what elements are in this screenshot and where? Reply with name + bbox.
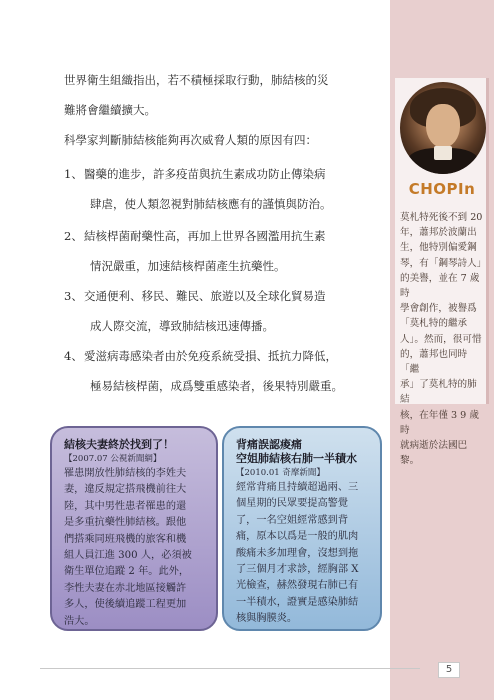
sidebar-line: 莫札特死後不到 20	[400, 212, 483, 223]
news-box-source: 【2010.01 奇摩新聞】	[236, 468, 325, 478]
sidebar-line: 人」。然而，很可惜	[400, 333, 482, 345]
sidebar-line: 「莫札特的繼承	[400, 318, 468, 330]
sidebar-line: 生，他特別偏愛鋼	[400, 242, 477, 254]
news-box-line: 個星期的民眾要提高警覺	[236, 498, 349, 510]
news-box-line: 多人，使後續追蹤工程更加	[64, 599, 187, 611]
news-box-line: 痛，原本以爲是一般的肌肉	[236, 531, 359, 543]
sidebar-line: 承」了莫札特的肺結	[400, 379, 477, 406]
paragraph-line: 難將會繼續擴大。	[64, 103, 156, 117]
news-box-line: 核與胸膜炎。	[236, 613, 298, 625]
news-box-line: 了，一名空姐經常感到背	[236, 514, 349, 526]
paragraph-line: 世界衛生組織指出，若不積極採取行動，肺結核的災	[64, 73, 329, 87]
news-box-line: 妻，違反規定搭飛機前往大	[64, 484, 187, 496]
sidebar-line: 年，蕭邦於波蘭出	[400, 227, 477, 239]
list-item-line: 結核桿菌耐藥性高，再加上世界各國濫用抗生素	[84, 229, 326, 243]
list-item-line: 肆虐，使人類忽視對肺結核應有的謹慎與防治。	[90, 197, 332, 211]
news-box-line: 光檢查，赫然發現右肺已有	[236, 580, 359, 592]
list-item-line: 交通便利、移民、難民、旅遊以及全球化貿易造	[84, 289, 326, 303]
news-box-title: 背痛誤認痠痛	[236, 438, 302, 451]
sidebar-line: 核，在年僅 3 9 歲時	[400, 409, 479, 436]
news-box-source: 【2007.07 公視新聞網】	[64, 454, 162, 464]
news-box-line: 們搭乘同班飛機的旅客和機	[64, 533, 187, 545]
list-number: 1、	[64, 167, 83, 181]
paragraph-heading: 科學家判斷肺結核能夠再次威脅人類的原因有四：	[64, 133, 317, 147]
list-item-line: 醫藥的進步，許多疫苗與抗生素成功防止傳染病	[84, 167, 326, 181]
news-box-line: 罹患開放性肺結核的李姓夫	[64, 468, 187, 479]
list-number: 3、	[64, 289, 83, 303]
sidebar-line: 的，蕭邦也同時「繼	[400, 348, 468, 376]
news-box-body	[236, 480, 376, 628]
news-box-right	[222, 426, 382, 631]
sidebar-line: 學會創作，被譽爲	[400, 303, 477, 315]
news-box-line: 一半積水，證實是感染肺結	[236, 596, 359, 608]
news-box-line: 是多重抗藥性肺結核。跟他	[64, 517, 187, 529]
list-number: 2、	[64, 229, 83, 243]
news-box-title: 結核夫妻終於找到了！	[64, 438, 174, 451]
news-box-line: 浩大。	[64, 615, 95, 627]
sidebar-line: 的美譽，並在 7 歲時	[400, 272, 480, 300]
news-box-line: 了三個月才求診，經胸部 X	[236, 564, 359, 576]
news-box-line: 酸痛未多加理會，沒想到拖	[236, 547, 359, 559]
news-box-left	[50, 426, 218, 631]
sidebar-line: 就病逝於法國巴黎。	[400, 440, 468, 467]
news-box-title: 空姐肺結核右肺一半積水	[236, 452, 357, 465]
list-item-line: 情況嚴重，加速結核桿菌產生抗藥性。	[90, 259, 286, 273]
sidebar-line: 琴，有「鋼琴詩人」	[400, 257, 487, 269]
news-box-line: 陸，其中男性患者罹患的還	[64, 500, 187, 512]
list-number: 4、	[64, 349, 83, 363]
news-box-line: 組人員江進 300 人，必須被	[64, 550, 192, 562]
list-item-line: 愛滋病毒感染者由於免疫系統受損、抵抗力降低，	[84, 349, 337, 363]
sidebar-title: CHOPIn	[408, 180, 476, 198]
news-box-line: 衛生單位追蹤 2 年。此外，	[64, 566, 190, 578]
list-item-line: 極易結核桿菌，成爲雙重感染者，後果特別嚴重。	[90, 379, 343, 393]
news-box-line: 經常背痛且持續超過兩、三	[236, 482, 359, 493]
news-box-line: 李性夫妻在赤北地區接觸許	[64, 582, 187, 594]
footer-divider	[40, 668, 420, 669]
page-number: 5	[438, 662, 460, 678]
news-box-body	[64, 466, 210, 630]
sidebar-text	[400, 210, 486, 468]
chopin-portrait	[400, 82, 486, 174]
list-item-line: 成人際交流，導致肺結核迅速傳播。	[90, 319, 274, 333]
